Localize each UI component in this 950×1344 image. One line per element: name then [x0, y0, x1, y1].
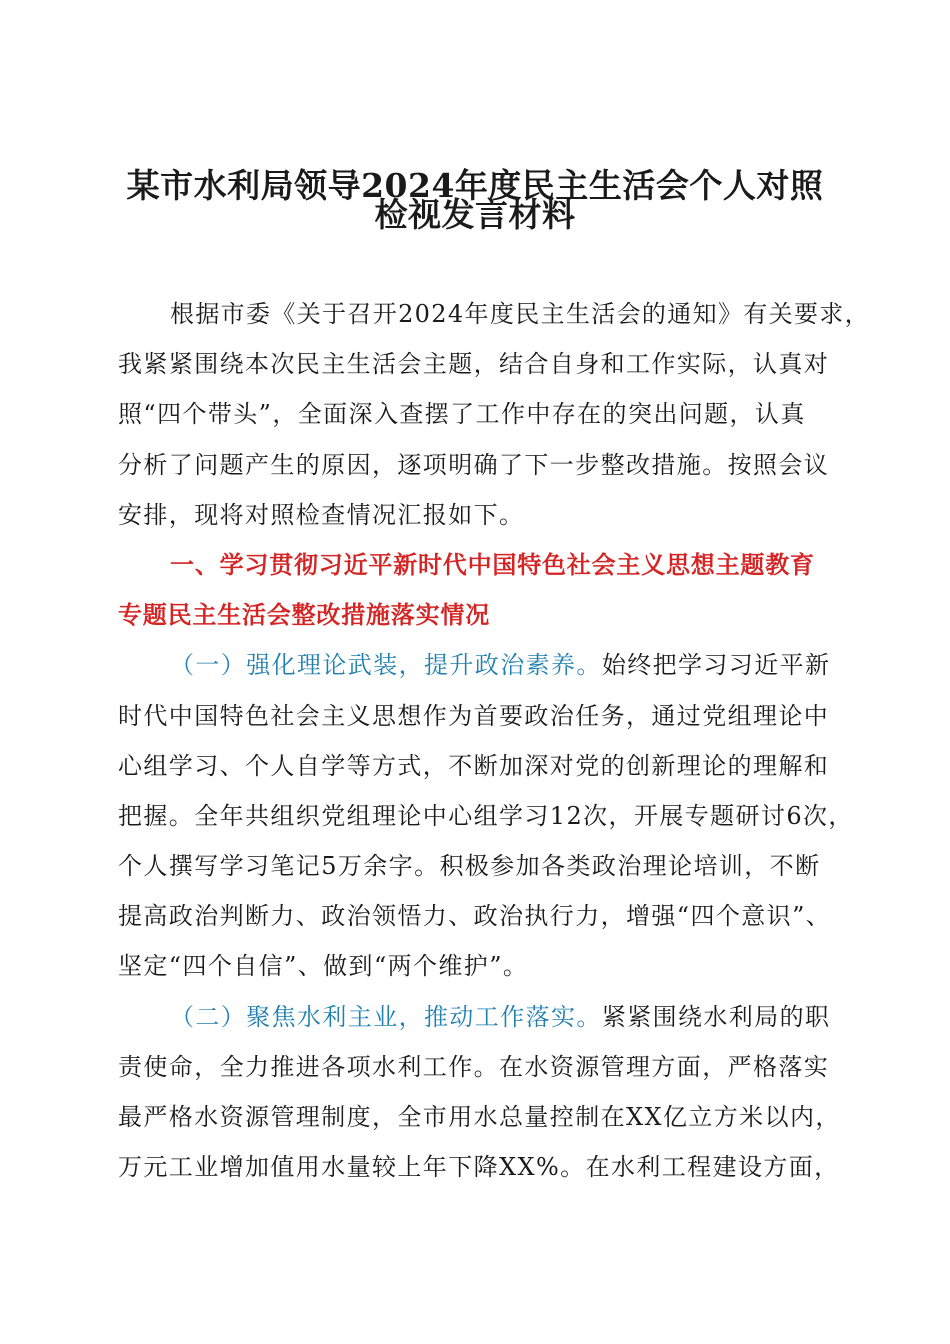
subsection-2-heading: （二）聚焦水利主业，推动工作落实。	[170, 1003, 602, 1031]
subsection-1-line-7: 坚定“四个自信”、做到“两个维护”。	[118, 952, 529, 980]
subsection-2-first-line	[170, 1001, 830, 1033]
document-title-line-1: 某市水利局领导2024年度民主生活会个人对照	[126, 166, 824, 205]
subsection-2-line-4: 万元工业增加值用水量较上年下降XX%。在水利工程建设方面，	[118, 1153, 840, 1181]
subsection-1-line-2: 时代中国特色社会主义思想作为首要政治任务，通过党组理论中	[118, 702, 830, 730]
subsection-1-line-5: 个人撰写学习笔记5万余字。积极参加各类政治理论培训，不断	[118, 852, 821, 880]
intro-line-5: 安排，现将对照检查情况汇报如下。	[118, 501, 525, 529]
intro-line-2: 我紧紧围绕本次民主生活会主题，结合自身和工作实际，认真对	[118, 350, 830, 378]
intro-line-3: 照“四个带头”，全面深入查摆了工作中存在的突出问题，认真	[118, 400, 806, 428]
subsection-1-line-1-text: 始终把学习习近平新	[601, 651, 831, 679]
subsection-1-line-3: 心组学习、个人自学等方式，不断加深对党的创新理论的理解和	[118, 752, 830, 780]
section-1-heading-line-2: 专题民主生活会整改措施落实情况	[118, 601, 490, 629]
section-1-heading-line-1: 一、学习贯彻习近平新时代中国特色社会主义思想主题教育	[170, 551, 815, 579]
subsection-1-heading: （一）强化理论武装，提升政治素养。	[170, 651, 602, 679]
subsection-1-line-4: 把握。全年共组织党组理论中心组学习12次，开展专题研讨6次，	[118, 802, 854, 830]
intro-line-4: 分析了问题产生的原因，逐项明确了下一步整改措施。按照会议	[118, 451, 830, 479]
subsection-2-line-2: 责使命，全力推进各项水利工作。在水资源管理方面，严格落实	[118, 1053, 830, 1081]
document-title-line-2: 检视发言材料	[374, 195, 576, 234]
subsection-1-line-6: 提高政治判断力、政治领悟力、政治执行力，增强“四个意识”、	[118, 902, 832, 930]
subsection-2-line-3: 最严格水资源管理制度，全市用水总量控制在XX亿立方米以内，	[118, 1103, 841, 1131]
subsection-2-line-1-text: 紧紧围绕水利局的职	[601, 1003, 831, 1031]
subsection-1-first-line	[170, 649, 830, 681]
intro-line-1: 根据市委《关于召开2024年度民主生活会的通知》有关要求，	[170, 300, 870, 328]
